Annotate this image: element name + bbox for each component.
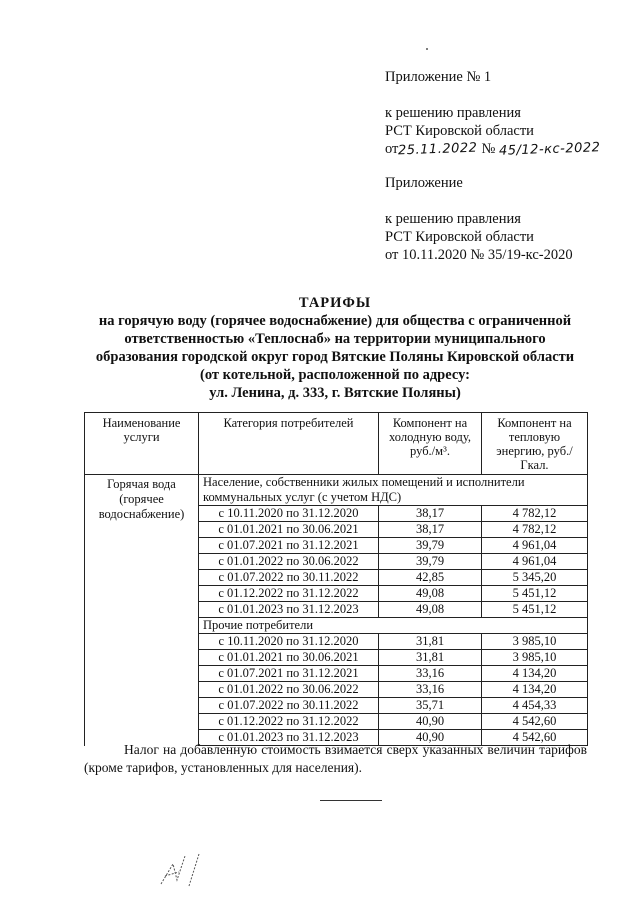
title-line: ул. Ленина, д. 333, г. Вятские Поляны) bbox=[209, 385, 461, 401]
title-line: на горячую воду (горячее водоснабжение) для общества с ограниченной bbox=[98, 313, 572, 329]
heat-energy-cell: 4 454,33 bbox=[482, 698, 588, 714]
appendix-block-original bbox=[385, 174, 573, 264]
scan-speck bbox=[426, 48, 428, 50]
period-cell: с 01.01.2023 по 31.12.2023 bbox=[199, 730, 379, 746]
period-cell: с 01.01.2023 по 31.12.2023 bbox=[199, 602, 379, 618]
heat-energy-cell: 4 782,12 bbox=[482, 522, 588, 538]
cold-water-cell: 31,81 bbox=[379, 650, 482, 666]
period-cell: с 01.07.2021 по 31.12.2021 bbox=[199, 538, 379, 554]
tariff-table bbox=[84, 412, 588, 746]
cold-water-cell: 35,71 bbox=[379, 698, 482, 714]
cold-water-cell: 39,79 bbox=[379, 538, 482, 554]
heat-energy-cell: 4 782,12 bbox=[482, 506, 588, 522]
period-cell: с 01.07.2022 по 30.11.2022 bbox=[199, 570, 379, 586]
cold-water-cell: 38,17 bbox=[379, 522, 482, 538]
period-cell: с 01.07.2021 по 31.12.2021 bbox=[199, 666, 379, 682]
heat-energy-cell: 4 961,04 bbox=[482, 538, 588, 554]
appendix-title: Приложение № 1 bbox=[385, 69, 492, 85]
header-heat-energy: Компонент на тепловую энергию, руб./Гкал. bbox=[482, 413, 588, 475]
cold-water-cell: 31,81 bbox=[379, 634, 482, 650]
vat-note-text: Налог на добавленную стоимость взимается сверх указанных величин тарифов (кроме тарифов, установленных для населения). bbox=[84, 742, 587, 775]
handwritten-date: 25.11.2022 bbox=[398, 140, 479, 159]
appendix-original-authority-line: РСТ Кировской области bbox=[385, 229, 534, 245]
period-cell: с 10.11.2020 по 31.12.2020 bbox=[199, 634, 379, 650]
handwritten-number: 45/12-кс-2022 bbox=[498, 140, 601, 159]
title-line: (от котельной, расположенной по адресу: bbox=[200, 367, 470, 383]
category-cell: Население, собственники жилых помещений и исполнители коммунальных услуг (с учетом НДС) bbox=[199, 475, 588, 506]
cold-water-cell: 33,16 bbox=[379, 682, 482, 698]
appendix-block-new bbox=[385, 68, 600, 159]
appendix-date-line bbox=[385, 140, 600, 159]
cold-water-cell: 33,16 bbox=[379, 666, 482, 682]
heat-energy-cell: 4 961,04 bbox=[482, 554, 588, 570]
heat-energy-cell: 5 451,12 bbox=[482, 602, 588, 618]
number-sign: № bbox=[481, 141, 496, 157]
period-cell: с 01.01.2021 по 30.06.2021 bbox=[199, 650, 379, 666]
cold-water-cell: 49,08 bbox=[379, 586, 482, 602]
header-cold-water: Компонент на холодную воду, руб./м³. bbox=[379, 413, 482, 475]
service-name-cell: Горячая вода (горячее водоснабжение) bbox=[85, 475, 199, 746]
period-cell: с 01.12.2022 по 31.12.2022 bbox=[199, 586, 379, 602]
heat-energy-cell: 3 985,10 bbox=[482, 650, 588, 666]
cold-water-cell: 40,90 bbox=[379, 730, 482, 746]
heat-energy-cell: 4 134,20 bbox=[482, 682, 588, 698]
appendix-original-title: Приложение bbox=[385, 175, 463, 191]
header-category: Категория потребителей bbox=[199, 413, 379, 475]
appendix-decision-line: к решению правления bbox=[385, 105, 521, 121]
title-main: ТАРИФЫ bbox=[298, 295, 372, 311]
title-line: ответственностью «Теплоснаб» на территории муниципального bbox=[124, 331, 546, 347]
cold-water-cell: 40,90 bbox=[379, 714, 482, 730]
header-service: Наименование услуги bbox=[85, 413, 199, 475]
heat-energy-cell: 5 345,20 bbox=[482, 570, 588, 586]
category-cell: Прочие потребители bbox=[199, 618, 588, 634]
title-line: образования городской округ город Вятские Поляны Кировской области bbox=[95, 349, 575, 365]
period-cell: с 01.01.2022 по 30.06.2022 bbox=[199, 554, 379, 570]
period-cell: с 01.01.2021 по 30.06.2021 bbox=[199, 522, 379, 538]
cold-water-cell: 49,08 bbox=[379, 602, 482, 618]
date-prefix: от bbox=[385, 141, 399, 157]
heat-energy-cell: 3 985,10 bbox=[482, 634, 588, 650]
appendix-original-date-line: от 10.11.2020 № 35/19-кс-2020 bbox=[385, 247, 573, 263]
heat-energy-cell: 5 451,12 bbox=[482, 586, 588, 602]
closing-rule bbox=[320, 800, 382, 801]
period-cell: с 10.11.2020 по 31.12.2020 bbox=[199, 506, 379, 522]
period-cell: с 01.01.2022 по 30.06.2022 bbox=[199, 682, 379, 698]
cold-water-cell: 42,85 bbox=[379, 570, 482, 586]
vat-note bbox=[84, 741, 587, 777]
category-row bbox=[85, 475, 588, 506]
heat-energy-cell: 4 134,20 bbox=[482, 666, 588, 682]
appendix-authority-line: РСТ Кировской области bbox=[385, 123, 534, 139]
document-title bbox=[70, 294, 600, 402]
cold-water-cell: 39,79 bbox=[379, 554, 482, 570]
cold-water-cell: 38,17 bbox=[379, 506, 482, 522]
signature-mark bbox=[155, 850, 215, 890]
period-cell: с 01.07.2022 по 30.11.2022 bbox=[199, 698, 379, 714]
table-body bbox=[85, 475, 588, 746]
appendix-original-decision-line: к решению правления bbox=[385, 211, 521, 227]
heat-energy-cell: 4 542,60 bbox=[482, 730, 588, 746]
period-cell: с 01.12.2022 по 31.12.2022 bbox=[199, 714, 379, 730]
table-header-row bbox=[85, 413, 588, 475]
heat-energy-cell: 4 542,60 bbox=[482, 714, 588, 730]
